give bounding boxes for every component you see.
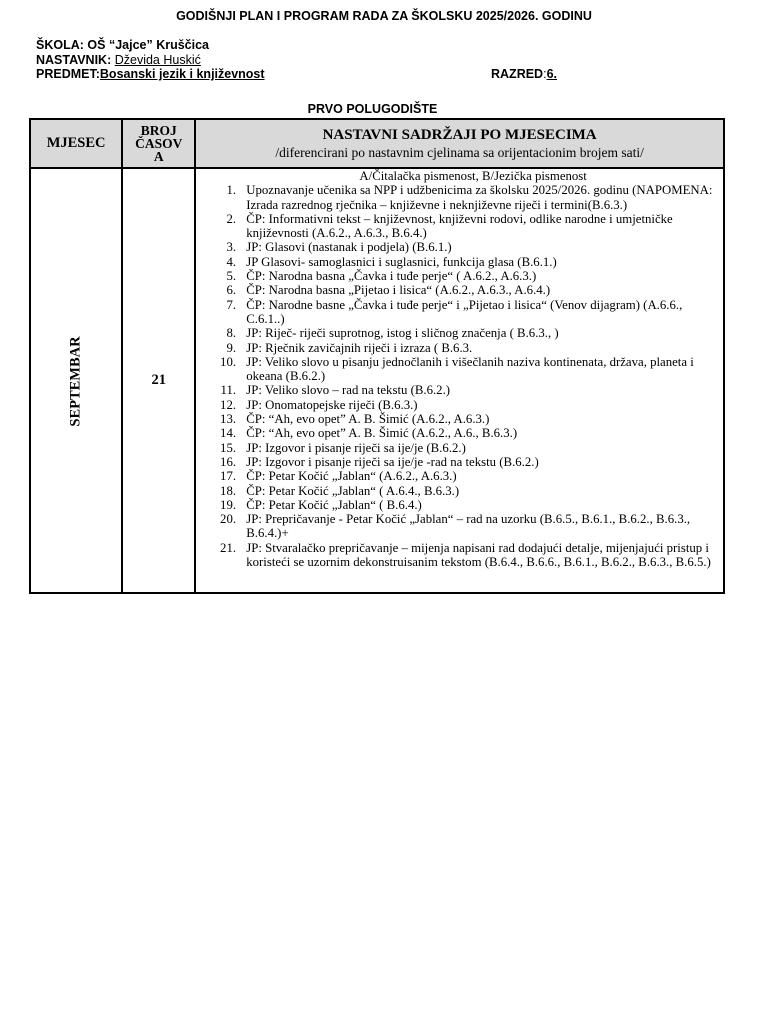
column-header-count xyxy=(122,119,195,168)
column-header-count-line2: ČASOV xyxy=(135,136,183,151)
list-item: 7. ČP: Narodne basne „Čavka i tuđe perje“ i „Pijetao i lisica“ (Venov dijagram) (A.6.6., C.6.1..) xyxy=(239,298,718,327)
column-header-month: MJESEC xyxy=(30,119,122,168)
page-title: GODIŠNJI PLAN I PROGRAM RADA ZA ŠKOLSKU 2025/2026. GODINU xyxy=(176,9,592,23)
list-item: 9. JP: Rječnik zavičajnih riječi i izraza ( B.6.3. xyxy=(239,341,718,355)
column-header-content-subtitle: /diferencirani po nastavnim cjelinama sa orijentacionim brojem sati/ xyxy=(275,144,644,160)
teacher-value: Dževida Huskić xyxy=(114,53,201,67)
list-item: 3. JP: Glasovi (nastanak i podjela) (B.6.1.) xyxy=(239,240,718,254)
teacher-line xyxy=(36,53,201,68)
list-item: 5. ČP: Narodna basna „Čavka i tuđe perje“ ( A.6.2., A.6.3.) xyxy=(239,269,718,283)
table-row xyxy=(30,168,724,593)
list-item: 2. ČP: Informativni tekst – književnost, književni rodovi, odlike narodne i umjetničke književnosti (A.6.2., A.6.3., B.6.4.) xyxy=(239,212,718,241)
subject-value: Bosanski jezik i književnost xyxy=(99,67,265,81)
school-value: OŠ “Jajce” Kruščica xyxy=(87,38,210,52)
count-cell: 21 xyxy=(122,168,195,593)
list-item: 12. JP: Onomatopejske riječi (B.6.3.) xyxy=(239,398,718,412)
list-item: 16. JP: Izgovor i pisanje riječi sa ije/je -rad na tekstu (B.6.2.) xyxy=(239,455,718,469)
column-header-count-line1: BROJ xyxy=(140,123,177,138)
list-item: 10. JP: Veliko slovo u pisanju jednočlanih i višečlanih naziva kontinenata, država, planeta i okeana (B.6.2.) xyxy=(239,355,718,384)
content-cell xyxy=(195,168,724,593)
plan-table xyxy=(29,118,725,594)
month-cell xyxy=(30,168,122,593)
content-legend: A/Čitalačka pismenost, B/Jezička pismenost xyxy=(359,169,587,183)
topic-list xyxy=(204,183,718,569)
list-item: 20. JP: Prepričavanje - Petar Kočić „Jablan“ – rad na uzorku (B.6.5., B.6.1., B.6.2., B.6.3., B.6.4.)+ xyxy=(239,512,718,541)
list-item: 11. JP: Veliko slovo – rad na tekstu (B.6.2.) xyxy=(239,383,718,397)
list-item: 17. ČP: Petar Kočić „Jablan“ (A.6.2., A.6.3.) xyxy=(239,469,718,483)
list-item: 6. ČP: Narodna basna „Pijetao i lisica“ (A.6.2., A.6.3., A.6.4.) xyxy=(239,283,718,297)
list-item: 1. Upoznavanje učenika sa NPP i udžbenicima za školsku 2025/2026. godinu (NAPOMENA: Izrada razrednog rječnika – književne i neknjiževne riječi i termini(B.6.3.) xyxy=(239,183,718,212)
list-item: 15. JP: Izgovor i pisanje riječi sa ije/je (B.6.2.) xyxy=(239,441,718,455)
column-header-content xyxy=(195,119,724,168)
school-label: ŠKOLA: xyxy=(36,38,84,52)
table-header-row xyxy=(30,119,724,168)
grade-value: 6. xyxy=(546,67,558,81)
list-item: 13. ČP: “Ah, evo opet” A. B. Šimić (A.6.2., A.6.3.) xyxy=(239,412,718,426)
list-item: 18. ČP: Petar Kočić „Jablan“ ( A.6.4., B.6.3.) xyxy=(239,484,718,498)
grade-label: RAZRED xyxy=(491,67,544,81)
teacher-label: NASTAVNIK: xyxy=(36,53,112,67)
list-item: 14. ČP: “Ah, evo opet” A. B. Šimić (A.6.2., A.6., B.6.3.) xyxy=(239,426,718,440)
subject-label: PREDMET: xyxy=(36,67,100,81)
school-line xyxy=(36,38,209,53)
grade-separator: : xyxy=(543,67,547,81)
grade-line xyxy=(491,67,557,82)
list-item: 21. JP: Stvaralačko prepričavanje – mijenja napisani rad dodajući detalje, mijenjajući pristup i koristeći se uzornim dekonstruisanim tekstom (B.6.4., B.6.6., B.6.1., B.6.2., B.6.3., B.6.5.) xyxy=(239,541,718,570)
list-item: 8. JP: Riječ- riječi suprotnog, istog i sličnog značenja ( B.6.3., ) xyxy=(239,326,718,340)
month-label: SEPTEMBAR xyxy=(67,335,84,427)
list-item: 19. ČP: Petar Kočić „Jablan“ ( B.6.4.) xyxy=(239,498,718,512)
semester-heading: PRVO POLUGODIŠTE xyxy=(307,102,438,116)
column-header-count-line3: A xyxy=(153,149,164,164)
list-item: 4. JP Glasovi- samoglasnici i suglasnici, funkcija glasa (B.6.1.) xyxy=(239,255,718,269)
subject-line xyxy=(36,67,265,82)
column-header-content-title: NASTAVNI SADRŽAJI PO MJESECIMA xyxy=(322,126,597,143)
